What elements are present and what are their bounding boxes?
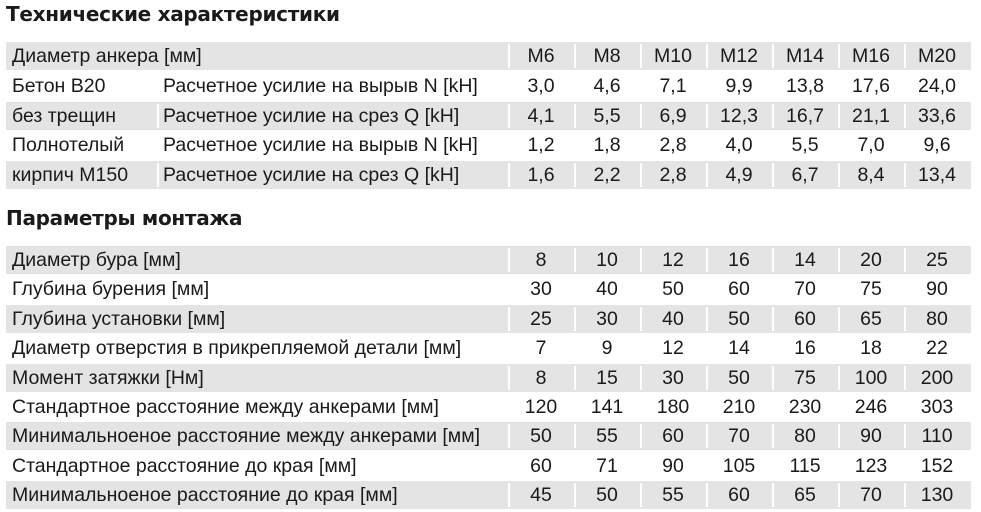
- column-divider: [838, 424, 840, 448]
- value-cell: 45: [530, 484, 552, 507]
- column-divider: [904, 163, 906, 187]
- value-cell: 21,1: [852, 104, 890, 127]
- tech-specs-title: Технические характеристики: [6, 2, 340, 26]
- material-label: без трещин: [12, 104, 117, 127]
- column-divider: [772, 44, 774, 68]
- column-divider: [838, 483, 840, 507]
- size-m12: M12: [720, 45, 758, 67]
- column-divider: [508, 366, 510, 390]
- value-cell: 4,0: [725, 134, 753, 156]
- column-divider: [706, 483, 708, 507]
- value-cell: 9,6: [923, 134, 951, 156]
- value-cell: 65: [860, 307, 882, 330]
- mounting-params-title: Параметры монтажа: [6, 206, 243, 230]
- value-cell: 17,6: [852, 75, 890, 97]
- value-cell: 14: [728, 337, 750, 360]
- value-cell: 16: [794, 337, 816, 360]
- mount-row: [6, 422, 971, 450]
- column-divider: [838, 44, 840, 68]
- anchor-diameter-label: Диаметр анкера [мм]: [12, 45, 202, 67]
- column-divider: [706, 104, 708, 128]
- column-divider: [904, 366, 906, 390]
- value-cell: 40: [596, 278, 618, 301]
- value-cell: 5,5: [593, 104, 621, 127]
- value-cell: 4,1: [527, 104, 555, 127]
- value-cell: 3,0: [527, 75, 555, 97]
- value-cell: 2,8: [659, 163, 687, 186]
- mount-row: [6, 452, 971, 480]
- column-divider: [904, 104, 906, 128]
- value-cell: 75: [794, 366, 816, 389]
- column-divider: [508, 307, 510, 331]
- column-divider: [706, 366, 708, 390]
- column-divider: [772, 307, 774, 331]
- column-divider: [508, 163, 510, 187]
- value-cell: 6,9: [659, 104, 687, 127]
- value-cell: 7: [535, 337, 547, 360]
- column-divider: [508, 483, 510, 507]
- value-cell: 50: [596, 484, 618, 507]
- value-cell: 65: [794, 484, 816, 507]
- tech-row: [6, 161, 971, 189]
- column-divider: [574, 248, 576, 272]
- param-label: Стандартное расстояние между анкерами [мм]: [12, 396, 439, 418]
- column-divider: [838, 307, 840, 331]
- column-divider: [772, 483, 774, 507]
- value-cell: 130: [920, 484, 954, 507]
- material-label: Бетон В20: [12, 75, 106, 97]
- value-cell: 55: [662, 484, 684, 507]
- column-divider: [157, 104, 159, 128]
- size-m8: M8: [593, 45, 621, 67]
- value-cell: 230: [788, 396, 822, 418]
- value-cell: 141: [590, 396, 624, 418]
- value-cell: 70: [860, 484, 882, 507]
- column-divider: [838, 163, 840, 187]
- param-label: Момент затяжки [Нм]: [12, 366, 204, 389]
- material-label: Полнотелый: [12, 134, 125, 156]
- size-m6: M6: [527, 45, 555, 67]
- value-cell: 24,0: [918, 75, 956, 97]
- value-cell: 22: [926, 337, 948, 360]
- value-cell: 7,0: [857, 134, 885, 156]
- value-cell: 30: [596, 307, 618, 330]
- value-cell: 60: [728, 484, 750, 507]
- column-divider: [640, 248, 642, 272]
- column-divider: [508, 44, 510, 68]
- value-cell: 123: [854, 454, 888, 477]
- value-cell: 1,8: [593, 134, 621, 156]
- mount-row: [6, 246, 971, 274]
- column-divider: [772, 248, 774, 272]
- column-divider: [838, 248, 840, 272]
- size-m16: M16: [852, 45, 890, 67]
- mount-row: [6, 275, 971, 303]
- value-cell: 8: [535, 249, 547, 271]
- column-divider: [838, 104, 840, 128]
- value-cell: 8,4: [857, 163, 885, 186]
- mount-row: [6, 334, 971, 362]
- column-divider: [772, 163, 774, 187]
- tech-row: [6, 131, 971, 159]
- value-cell: 90: [926, 278, 948, 301]
- value-cell: 9,9: [725, 75, 753, 97]
- param-label: Расчетное усилие на срез Q [kH]: [163, 163, 460, 186]
- value-cell: 20: [860, 249, 882, 271]
- value-cell: 15: [596, 366, 618, 389]
- value-cell: 60: [728, 278, 750, 301]
- param-label: Минимальноеное расстояние между анкерами [мм]: [12, 425, 481, 448]
- column-divider: [574, 104, 576, 128]
- value-cell: 10: [596, 249, 618, 271]
- value-cell: 210: [722, 396, 756, 418]
- column-divider: [574, 307, 576, 331]
- value-cell: 7,1: [659, 75, 687, 97]
- column-divider: [904, 424, 906, 448]
- value-cell: 5,5: [791, 134, 819, 156]
- value-cell: 60: [662, 425, 684, 448]
- value-cell: 13,8: [786, 75, 824, 97]
- column-divider: [640, 424, 642, 448]
- param-label: Диаметр бура [мм]: [12, 249, 181, 271]
- column-divider: [772, 366, 774, 390]
- value-cell: 9: [601, 337, 613, 360]
- param-label: Расчетное усилие на вырыв N [kH]: [163, 75, 478, 97]
- column-divider: [640, 366, 642, 390]
- column-divider: [508, 248, 510, 272]
- value-cell: 90: [662, 454, 684, 477]
- value-cell: 180: [656, 396, 690, 418]
- value-cell: 60: [794, 307, 816, 330]
- tech-header-row: [6, 42, 971, 70]
- value-cell: 60: [530, 454, 552, 477]
- value-cell: 12: [662, 249, 684, 271]
- value-cell: 303: [920, 396, 954, 418]
- column-divider: [706, 248, 708, 272]
- mount-row: [6, 305, 971, 333]
- column-divider: [706, 44, 708, 68]
- value-cell: 152: [920, 454, 954, 477]
- column-divider: [508, 104, 510, 128]
- value-cell: 70: [728, 425, 750, 448]
- mount-row: [6, 364, 971, 392]
- value-cell: 50: [530, 425, 552, 448]
- value-cell: 105: [722, 454, 756, 477]
- value-cell: 80: [926, 307, 948, 330]
- column-divider: [640, 163, 642, 187]
- value-cell: 2,2: [593, 163, 621, 186]
- value-cell: 120: [524, 396, 558, 418]
- column-divider: [904, 248, 906, 272]
- column-divider: [706, 163, 708, 187]
- value-cell: 30: [530, 278, 552, 301]
- tech-row: [6, 72, 971, 100]
- mount-row: [6, 481, 971, 509]
- column-divider: [772, 104, 774, 128]
- param-label: Минимальноеное расстояние до края [мм]: [12, 484, 398, 507]
- column-divider: [904, 483, 906, 507]
- value-cell: 16: [728, 249, 750, 271]
- param-label: Глубина бурения [мм]: [12, 278, 210, 301]
- size-m14: M14: [786, 45, 824, 67]
- column-divider: [640, 104, 642, 128]
- param-label: Стандартное расстояние до края [мм]: [12, 454, 357, 477]
- value-cell: 246: [854, 396, 888, 418]
- value-cell: 14: [794, 249, 816, 271]
- column-divider: [574, 424, 576, 448]
- value-cell: 12: [662, 337, 684, 360]
- size-m10: M10: [654, 45, 692, 67]
- value-cell: 2,8: [659, 134, 687, 156]
- tech-row: [6, 102, 971, 130]
- size-m20: M20: [918, 45, 956, 67]
- value-cell: 30: [662, 366, 684, 389]
- value-cell: 1,2: [527, 134, 555, 156]
- value-cell: 50: [662, 278, 684, 301]
- column-divider: [904, 307, 906, 331]
- value-cell: 50: [728, 366, 750, 389]
- material-label: кирпич М150: [12, 163, 129, 186]
- value-cell: 4,6: [593, 75, 621, 97]
- value-cell: 25: [926, 249, 948, 271]
- value-cell: 25: [530, 307, 552, 330]
- param-label: Расчетное усилие на срез Q [kH]: [163, 104, 460, 127]
- value-cell: 1,6: [527, 163, 555, 186]
- column-divider: [574, 44, 576, 68]
- value-cell: 110: [921, 425, 953, 448]
- column-divider: [706, 424, 708, 448]
- value-cell: 55: [596, 425, 618, 448]
- value-cell: 4,9: [725, 163, 753, 186]
- value-cell: 12,3: [720, 104, 758, 127]
- value-cell: 50: [728, 307, 750, 330]
- column-divider: [904, 44, 906, 68]
- value-cell: 6,7: [791, 163, 819, 186]
- value-cell: 8: [535, 366, 547, 389]
- param-label: Глубина установки [мм]: [12, 307, 226, 330]
- value-cell: 75: [860, 278, 882, 301]
- column-divider: [640, 307, 642, 331]
- param-label: Диаметр отверстия в прикрепляемой детали [мм]: [12, 337, 462, 360]
- value-cell: 18: [860, 337, 882, 360]
- value-cell: 40: [662, 307, 684, 330]
- column-divider: [574, 366, 576, 390]
- value-cell: 90: [860, 425, 882, 448]
- value-cell: 100: [854, 366, 888, 389]
- column-divider: [640, 44, 642, 68]
- value-cell: 16,7: [786, 104, 824, 127]
- column-divider: [838, 366, 840, 390]
- column-divider: [772, 424, 774, 448]
- column-divider: [640, 483, 642, 507]
- value-cell: 70: [794, 278, 816, 301]
- value-cell: 33,6: [918, 104, 956, 127]
- column-divider: [574, 483, 576, 507]
- value-cell: 200: [920, 366, 954, 389]
- value-cell: 71: [596, 454, 618, 477]
- column-divider: [508, 424, 510, 448]
- column-divider: [574, 163, 576, 187]
- mount-row: [6, 393, 971, 421]
- param-label: Расчетное усилие на вырыв N [kH]: [163, 134, 478, 156]
- value-cell: 115: [789, 454, 821, 477]
- column-divider: [706, 307, 708, 331]
- value-cell: 13,4: [918, 163, 956, 186]
- column-divider: [157, 163, 159, 187]
- value-cell: 80: [794, 425, 816, 448]
